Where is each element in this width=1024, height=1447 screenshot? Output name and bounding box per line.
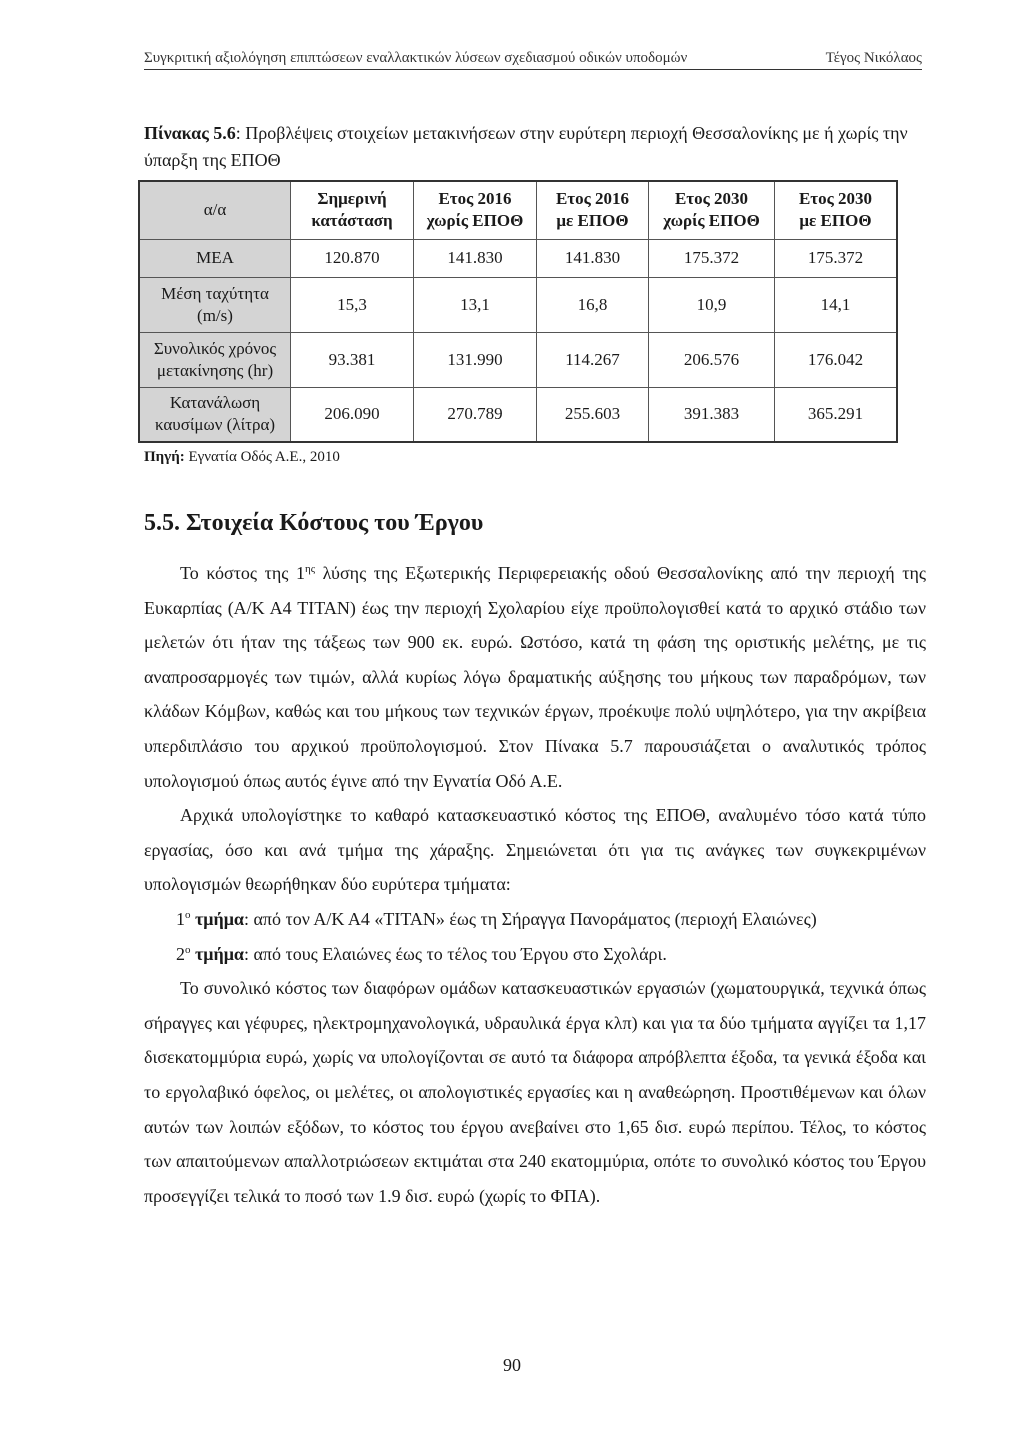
source-label: Πηγή:	[144, 449, 185, 465]
body-text	[144, 556, 926, 1213]
row-header: Συνολικός χρόνος μετακίνησης (hr)	[139, 332, 291, 387]
table-cell: 175.372	[775, 239, 898, 277]
table-cell: 15,3	[291, 277, 414, 332]
table-cell: 120.870	[291, 239, 414, 277]
column-header: Ετος 2016 χωρίς ΕΠΟΘ	[414, 181, 537, 239]
section-heading: 5.5. Στοιχεία Κόστους του Έργου	[144, 510, 484, 536]
row-header: ΜΕΑ	[139, 239, 291, 277]
paragraph: Αρχικά υπολογίστηκε το καθαρό κατασκευαστικό κόστος της ΕΠΟΘ, αναλυμένο τόσο κατά τύπο εργασίας, όσο και ανά τμήμα της χάραξης. Σημειώνεται ότι για τις ανάγκες των συγκεκριμένων υπολογισμών θεωρήθηκαν δύο ευρύτερα τμήματα:	[144, 805, 926, 895]
mobility-forecast-table	[138, 180, 898, 443]
table-cell: 365.291	[775, 387, 898, 442]
table-source	[144, 449, 340, 466]
list-item: $2^o$ τμήμα: από τους Ελαιώνες έως το τέλος του Έργου στο Σχολάρι.	[176, 943, 667, 964]
column-header: Σημερινή κατάσταση	[291, 181, 414, 239]
table-cell: 176.042	[775, 332, 898, 387]
table-row	[139, 332, 897, 387]
running-header	[144, 50, 922, 70]
table-cell: 391.383	[649, 387, 775, 442]
table-cell: 16,8	[537, 277, 649, 332]
header-author: Τέγος Νικόλαος	[825, 50, 922, 66]
table-cell: 206.576	[649, 332, 775, 387]
table-row	[139, 277, 897, 332]
caption-text: : Προβλέψεις στοιχείων μετακινήσεων στην ευρύτερη περιοχή Θεσσαλονίκης με ή χωρίς την ύπαρξη της ΕΠΟΘ	[144, 123, 908, 170]
table-cell: 255.603	[537, 387, 649, 442]
source-text: Εγνατία Οδός Α.Ε., 2010	[184, 449, 340, 465]
column-header: Ετος 2030 χωρίς ΕΠΟΘ	[649, 181, 775, 239]
column-header: Ετος 2030 με ΕΠΟΘ	[775, 181, 898, 239]
list-item: $1^o$ τμήμα: από τον Α/Κ Α4 «ΤΙΤΑΝ» έως τη Σήραγγα Πανοράματος (περιοχή Ελαιώνες)	[176, 908, 817, 929]
table-cell: 14,1	[775, 277, 898, 332]
paragraph: Το συνολικό κόστος των διαφόρων ομάδων κατασκευαστικών εργασιών (χωματουργικά, τεχνικά όπως σήραγγες και γέφυρες, ηλεκτρομηχανολογικά, υδραυλικά έργα κλπ) και για τα δύο τμήματα αγγίζει τα 1,17 δισεκατομμύρια ευρώ, χωρίς να υπολογίζονται σε αυτό τα διάφορα απρόβλεπτα έξοδα, τα γενικά έξοδα και το εργολαβικό όφελος, οι μελέτες, οι απολογιστικές εργασίες και η αναθεώρηση. Προστιθέμενων και όλων αυτών των λοιπών εξόδων, το κόστος του έργου ανεβαίνει στο 1,65 δισ. ευρώ περίπου. Τέλος, το κόστος των απαιτούμενων απαλλοτριώσεων εκτιμάται στα 240 εκατομμύρια, οπότε το συνολικό κόστος του Έργου προσεγγίζει τελικά το ποσό των 1.9 δισ. ευρώ (χωρίς το ΦΠΑ).	[144, 978, 926, 1206]
table-row	[139, 239, 897, 277]
column-header: Ετος 2016 με ΕΠΟΘ	[537, 181, 649, 239]
row-header: Μέση ταχύτητα (m/s)	[139, 277, 291, 332]
caption-label: Πίνακας 5.6	[144, 123, 236, 143]
table-cell: 141.830	[537, 239, 649, 277]
table-cell: 114.267	[537, 332, 649, 387]
table-cell: 141.830	[414, 239, 537, 277]
header-title: Συγκριτική αξιολόγηση επιπτώσεων εναλλακτικών λύσεων σχεδιασμού οδικών υποδομών	[144, 50, 688, 66]
paragraph: Το κόστος της $1^{\eta\varsigma}$ λύσης της Εξωτερικής Περιφερειακής οδού Θεσσαλονίκης από την περιοχή της Ευκαρπίας (Α/Κ Α4 ΤΙΤΑΝ) έως την περιοχή Σχολαρίου είχε προϋπολογισθεί κατά το αρχικό στάδιο των μελετών ότι ήταν της τάξεως των 900 εκ. ευρώ. Ωστόσο, κατά τη φάση της οριστικής μελέτης, με τις αναπροσαρμογές των τιμών, αλλά κυρίως λόγω δραματικής αύξησης του μήκους των παραδρόμων, των κλάδων Κόμβων, καθώς και του μήκους των τεχνικών έργων, προέκυψε πολύ υψηλότερο, για την ακρίβεια υπερδιπλάσιο του αρχικού προϋπολογισμού. Στον Πίνακα 5.7 παρουσιάζεται ο αναλυτικός τρόπος υπολογισμού όπως αυτός έγινε από την Εγνατία Οδό Α.Ε.	[144, 563, 926, 791]
table-cell: 10,9	[649, 277, 775, 332]
table-cell: 206.090	[291, 387, 414, 442]
row-header: Κατανάλωση καυσίμων (λίτρα)	[139, 387, 291, 442]
page-number: 90	[503, 1355, 521, 1375]
table-cell: 270.789	[414, 387, 537, 442]
table-corner-cell: α/α	[139, 181, 291, 239]
table-header-row	[139, 181, 897, 239]
table-cell: 175.372	[649, 239, 775, 277]
table-cell: 13,1	[414, 277, 537, 332]
table-cell: 93.381	[291, 332, 414, 387]
table-caption	[144, 120, 924, 174]
table-cell: 131.990	[414, 332, 537, 387]
table-row	[139, 387, 897, 442]
